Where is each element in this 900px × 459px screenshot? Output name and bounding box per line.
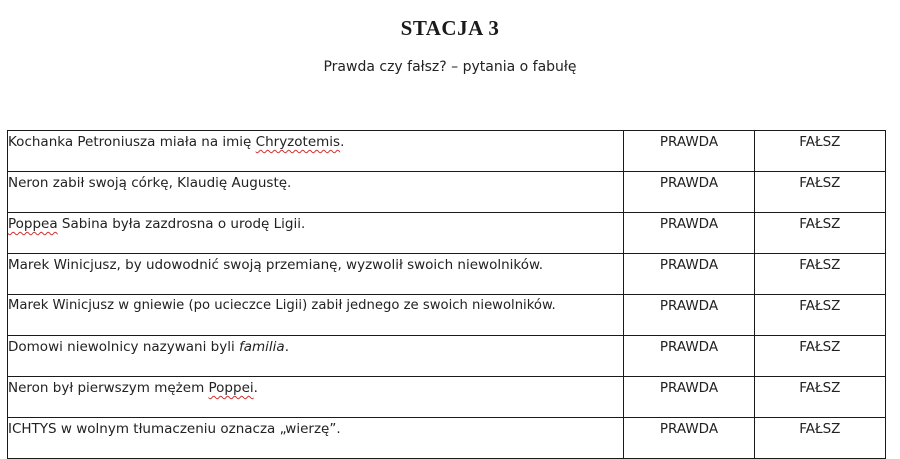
false-option[interactable]: FAŁSZ <box>754 254 885 295</box>
page-subtitle: Prawda czy fałsz? – pytania o fabułę <box>323 59 577 75</box>
true-option[interactable]: PRAWDA <box>624 377 754 418</box>
false-option[interactable]: FAŁSZ <box>754 418 885 459</box>
true-option[interactable]: PRAWDA <box>624 131 754 172</box>
statement-cell <box>8 377 624 418</box>
statement-cell <box>8 131 624 172</box>
spellcheck-word: Poppea <box>8 216 58 232</box>
statement-text: . <box>340 134 345 150</box>
statement-text: Marek Winicjusz w gniewie (po ucieczce Ligii) zabił jednego ze swoich niewolników. <box>8 298 556 313</box>
true-option[interactable]: PRAWDA <box>624 213 754 254</box>
table-row <box>8 336 886 377</box>
false-option[interactable]: FAŁSZ <box>754 131 885 172</box>
table-row <box>8 213 886 254</box>
statement-cell <box>8 254 624 295</box>
true-option[interactable]: PRAWDA <box>624 418 754 459</box>
page-title: STACJA 3 <box>400 16 500 40</box>
false-option[interactable]: FAŁSZ <box>754 295 885 336</box>
false-option[interactable]: FAŁSZ <box>754 377 885 418</box>
statement-text: . <box>253 380 258 396</box>
italic-term: familia <box>239 339 285 355</box>
table-row <box>8 172 886 213</box>
table-row <box>8 254 886 295</box>
statement-cell <box>8 172 624 213</box>
statement-text: Sabina była zazdrosna o urodę Ligii. <box>57 216 306 232</box>
true-option[interactable]: PRAWDA <box>624 336 754 377</box>
true-option[interactable]: PRAWDA <box>624 254 754 295</box>
statement-cell <box>8 418 624 459</box>
spellcheck-word: Poppei <box>208 380 254 396</box>
statement-text: Neron zabił swoją córkę, Klaudię Augustę. <box>8 175 292 191</box>
statement-cell <box>8 295 624 336</box>
statement-cell <box>8 336 624 377</box>
statement-cell <box>8 213 624 254</box>
table-row <box>8 377 886 418</box>
table-row <box>8 295 886 336</box>
statement-text: ICHTYS w wolnym tłumaczeniu oznacza „wierzę”. <box>8 421 341 437</box>
false-option[interactable]: FAŁSZ <box>754 213 885 254</box>
table-row <box>8 131 886 172</box>
false-option[interactable]: FAŁSZ <box>754 336 885 377</box>
statement-text: . <box>284 339 289 355</box>
true-false-table <box>7 130 886 459</box>
true-option[interactable]: PRAWDA <box>624 172 754 213</box>
table-row <box>8 418 886 459</box>
spellcheck-word: Chryzotemis <box>255 134 341 150</box>
statement-text: Marek Winicjusz, by udowodnić swoją przemianę, wyzwolił swoich niewolników. <box>8 257 544 273</box>
statement-text: Domowi niewolnicy nazywani byli <box>8 339 239 355</box>
true-option[interactable]: PRAWDA <box>624 295 754 336</box>
false-option[interactable]: FAŁSZ <box>754 172 885 213</box>
statement-text: Kochanka Petroniusza miała na imię <box>8 134 256 150</box>
statement-text: Neron był pierwszym mężem <box>8 380 209 396</box>
